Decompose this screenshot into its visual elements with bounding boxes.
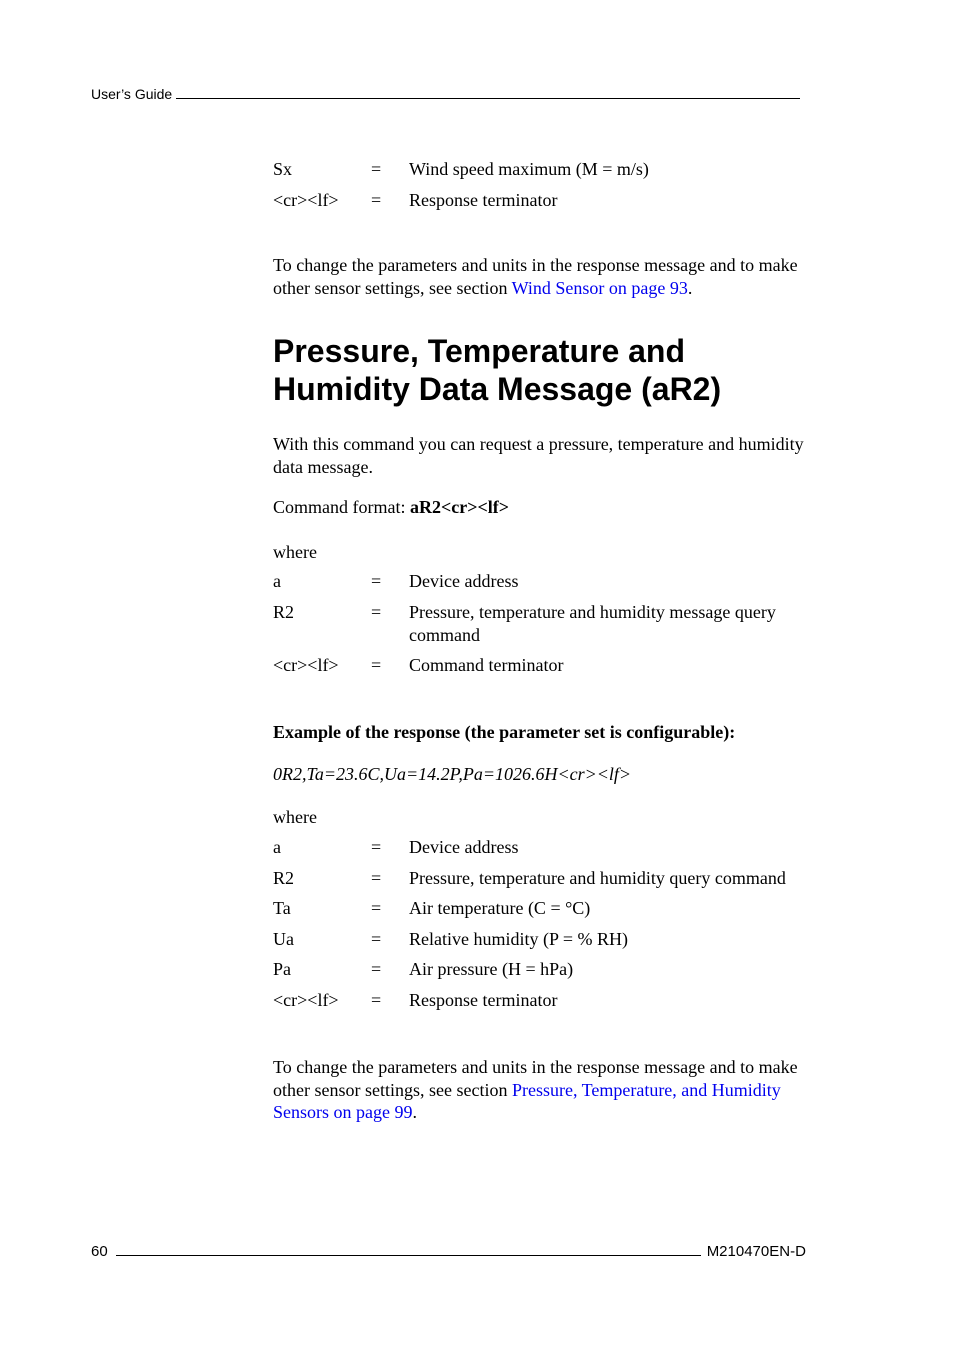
definition-equals: = [371, 159, 382, 179]
definition-term: a [273, 837, 281, 857]
definition-term: <cr><lf> [273, 655, 339, 675]
definition-description: Pressure, temperature and humidity message query command [409, 602, 776, 645]
section-title [273, 332, 818, 408]
definition-description: Relative humidity (P = % RH) [409, 929, 628, 949]
pth-sensors-link[interactable]: Pressure, Temperature, and Humidity Sensors on page 99 [273, 1079, 781, 1122]
command-format-label: Command format: [273, 497, 410, 517]
definition-equals: = [371, 898, 382, 918]
example-heading: Example of the response (the parameter set is configurable): [273, 722, 736, 742]
definition-equals: = [371, 571, 382, 591]
definition-equals: = [371, 868, 382, 888]
definition-equals: = [371, 602, 382, 622]
definition-term: R2 [273, 868, 295, 888]
definition-description: Response terminator [409, 190, 558, 210]
running-footer [91, 1243, 806, 1260]
section-title-line2: Humidity Data Message (aR2) [273, 371, 722, 407]
definition-description: Response terminator [409, 990, 558, 1010]
definition-equals: = [371, 655, 382, 675]
section-intro: With this command you can request a pressure, temperature and humidity data message. [273, 434, 804, 477]
section-title-line1: Pressure, Temperature and [273, 333, 686, 369]
paragraph-end: . [412, 1102, 417, 1122]
definition-description: Device address [409, 837, 519, 857]
definition-description: Air temperature (C = °C) [409, 898, 591, 918]
definition-term: R2 [273, 602, 295, 622]
header-title: User’s Guide [91, 86, 173, 102]
definition-term: Pa [273, 959, 291, 979]
header-rule [176, 98, 800, 99]
page-number: 60 [91, 1243, 108, 1260]
paragraph-text: To change the parameters and units in the response message and to make other sensor settings, see section [273, 1057, 798, 1100]
document-id: M210470EN-D [706, 1243, 806, 1260]
command-format [273, 496, 818, 519]
paragraph-text: To change the parameters and units in the response message and to make other sensor settings, see section [273, 255, 798, 298]
definition-description: Air pressure (H = hPa) [409, 959, 574, 979]
definition-term: Sx [273, 159, 293, 179]
where-label: where [273, 807, 317, 827]
definition-description: Pressure, temperature and humidity query command [409, 868, 786, 888]
footer-rule [116, 1255, 701, 1256]
paragraph-wind-reference [273, 254, 818, 299]
paragraph-end: . [687, 277, 693, 298]
definition-term: <cr><lf> [273, 990, 339, 1010]
definition-equals: = [371, 929, 382, 949]
definition-term: <cr><lf> [273, 190, 339, 210]
paragraph-pth-reference [273, 1056, 818, 1124]
definition-equals: = [371, 990, 382, 1010]
definition-description: Command terminator [409, 655, 564, 675]
wind-sensor-link[interactable]: Wind Sensor on page 93 [511, 277, 688, 298]
definition-term: a [273, 571, 281, 591]
definition-term: Ta [273, 898, 291, 918]
running-header [91, 86, 800, 102]
definition-term: Ua [273, 929, 294, 949]
where-label: where [273, 542, 317, 562]
command-format-value: aR2<cr><lf> [409, 497, 509, 517]
example-response: 0R2,Ta=23.6C,Ua=14.2P,Pa=1026.6H<cr><lf> [273, 764, 632, 784]
definition-description: Wind speed maximum (M = m/s) [409, 159, 649, 179]
definition-equals: = [371, 837, 382, 857]
definition-equals: = [371, 190, 382, 210]
definition-description: Device address [409, 571, 519, 591]
definition-equals: = [371, 959, 382, 979]
